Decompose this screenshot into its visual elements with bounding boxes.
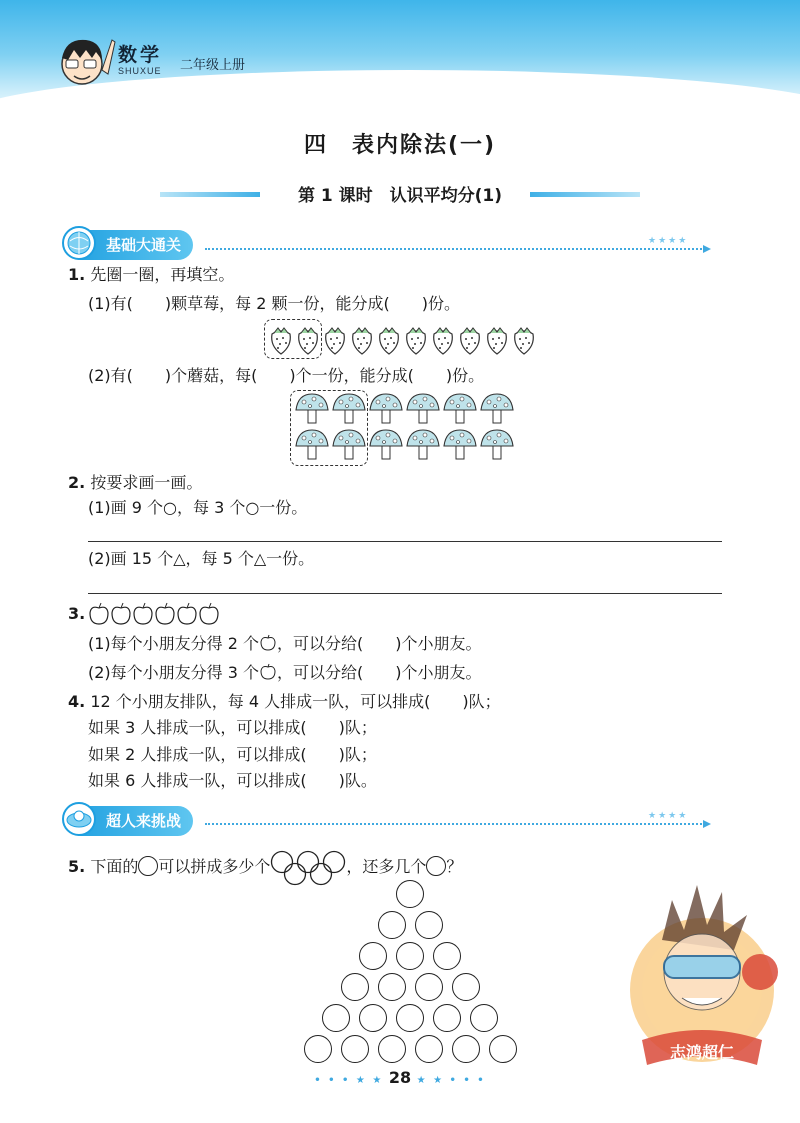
q3-part2 — [88, 663, 482, 683]
circle-icon — [138, 856, 158, 876]
subject-title: 数学 — [118, 44, 163, 66]
pyramid-circle — [415, 911, 443, 939]
q3-part1-a: (1)每个小朋友分得 2 个 — [88, 634, 260, 653]
arrow-icon — [703, 820, 711, 828]
mushroom-icon — [479, 428, 515, 462]
apple-icon — [88, 602, 110, 626]
footer-stars-left: • • • ★ ★ — [314, 1075, 389, 1086]
pyramid-circle — [378, 1035, 406, 1063]
pyramid-circle — [341, 973, 369, 1001]
apple-icon — [259, 634, 277, 652]
page-footer — [0, 1068, 800, 1087]
q2-title-text: 按要求画一画。 — [90, 473, 203, 492]
arrow-icon — [703, 245, 711, 253]
section-challenge-label: 超人来挑战 — [106, 812, 182, 830]
section-basic-line — [205, 248, 705, 250]
mushroom-icon — [368, 428, 404, 462]
mushroom-icon — [442, 428, 478, 462]
pyramid-circle — [341, 1035, 369, 1063]
mushroom-icon — [368, 392, 404, 426]
q1-part2: (2)有( )个蘑菇，每( )个一份，能分成( )份。 — [88, 366, 485, 385]
q5-end: ？ — [446, 857, 463, 876]
pyramid-circle — [415, 1035, 443, 1063]
mushroom-icon — [331, 428, 367, 462]
lesson-title: 第 1 课时 认识平均分(1) — [297, 186, 503, 206]
section-challenge-badge — [66, 806, 193, 836]
strawberry-icon — [457, 324, 483, 356]
apple-icon — [198, 602, 220, 626]
strawberry-icon — [268, 324, 294, 356]
section-challenge-line — [205, 823, 705, 825]
q2-part2: (2)画 15 个△，每 5 个△一份。 — [88, 549, 315, 568]
circle-pyramid — [300, 880, 520, 1070]
q1-title-text: 先圈一圈，再填空。 — [90, 265, 235, 284]
pyramid-circle — [359, 942, 387, 970]
q5-text: 5. 下面的 可以拼成多少个 ，还多几个 ？ — [68, 850, 462, 886]
mushroom-icon — [405, 428, 441, 462]
q3-part1 — [88, 634, 482, 654]
q2-answer-line-2 — [88, 593, 722, 594]
apple-icon — [110, 602, 132, 626]
pyramid-circle — [433, 942, 461, 970]
stars-decoration: ★★★★ — [648, 811, 689, 821]
subject-pinyin: SHUXUE — [118, 66, 162, 76]
q2-title: 2. 按要求画一画。 — [68, 473, 203, 492]
apple-icon — [176, 602, 198, 626]
apple-icon — [132, 602, 154, 626]
q4-line1-text: 12 个小朋友排队，每 4 人排成一队，可以排成( )队； — [90, 692, 501, 711]
q4-line3: 如果 2 人排成一队，可以排成( )队； — [88, 745, 377, 764]
pyramid-circle — [304, 1035, 332, 1063]
pyramid-circle — [396, 880, 424, 908]
stars-decoration: ★★★★ — [648, 236, 689, 246]
mushroom-icon — [294, 392, 330, 426]
footer-stars-right: ★ ★ • • • — [416, 1075, 486, 1086]
pyramid-circle — [396, 1004, 424, 1032]
pyramid-circle — [359, 1004, 387, 1032]
boy-mascot-icon — [52, 30, 116, 92]
section-basic-label: 基础大通关 — [106, 236, 182, 254]
q4-line2: 如果 3 人排成一队，可以排成( )队； — [88, 718, 377, 737]
pyramid-circle — [489, 1035, 517, 1063]
mascot-caption: 志鸿超仁 — [669, 1043, 735, 1062]
pyramid-circle — [470, 1004, 498, 1032]
pyramid-circle — [378, 973, 406, 1001]
mushroom-icon — [442, 392, 478, 426]
q2-answer-line-1 — [88, 541, 722, 542]
pyramid-circle — [452, 1035, 480, 1063]
rocket-icon — [62, 802, 96, 836]
q5-post: ，还多几个 — [346, 857, 427, 876]
chapter-title: 四 表内除法(一) — [303, 133, 497, 158]
q3-part2-b: ，可以分给( )个小朋友。 — [277, 663, 482, 682]
q4-line4: 如果 6 人排成一队，可以排成( )队。 — [88, 771, 377, 790]
q1-part1: (1)有( )颗草莓，每 2 颗一份，能分成( )份。 — [88, 294, 460, 313]
mushroom-icon — [331, 392, 367, 426]
mushroom-icon — [294, 428, 330, 462]
strawberry-icon — [349, 324, 375, 356]
q5-mid: 可以拼成多少个 — [158, 857, 271, 876]
mushroom-grid — [294, 392, 524, 464]
strawberry-row — [268, 322, 538, 356]
pyramid-circle — [378, 911, 406, 939]
apple-icon — [259, 663, 277, 681]
mushroom-icon — [479, 392, 515, 426]
strawberry-icon — [322, 324, 348, 356]
apple-icon — [154, 602, 176, 626]
q4-line1: 4. 12 个小朋友排队，每 4 人排成一队，可以排成( )队； — [68, 692, 501, 711]
strawberry-icon — [403, 324, 429, 356]
circle-icon — [426, 856, 446, 876]
q3-number: 3. — [68, 604, 86, 623]
q3-part1-b: ，可以分给( )个小朋友。 — [277, 634, 482, 653]
strawberry-icon — [511, 324, 537, 356]
grade-label: 二年级上册 — [180, 58, 246, 73]
q2-part1: (1)画 9 个○，每 3 个○一份。 — [88, 498, 308, 517]
q1-title: 1. 先圈一圈，再填空。 — [68, 265, 235, 284]
q5-pre: 下面的 — [90, 857, 139, 876]
q3-part2-a: (2)每个小朋友分得 3 个 — [88, 663, 260, 682]
strawberry-icon — [430, 324, 456, 356]
strawberry-icon — [484, 324, 510, 356]
pyramid-circle — [452, 973, 480, 1001]
page-number: 28 — [388, 1068, 412, 1087]
strawberry-icon — [295, 324, 321, 356]
mushroom-icon — [405, 392, 441, 426]
pyramid-circle — [396, 942, 424, 970]
section-basic-badge — [66, 230, 193, 260]
pyramid-circle — [433, 1004, 461, 1032]
superhero-mascot-icon — [612, 880, 782, 1080]
apple-row — [88, 600, 228, 628]
strawberry-icon — [376, 324, 402, 356]
globe-icon — [62, 226, 96, 260]
pyramid-circle — [322, 1004, 350, 1032]
pyramid-circle — [415, 973, 443, 1001]
